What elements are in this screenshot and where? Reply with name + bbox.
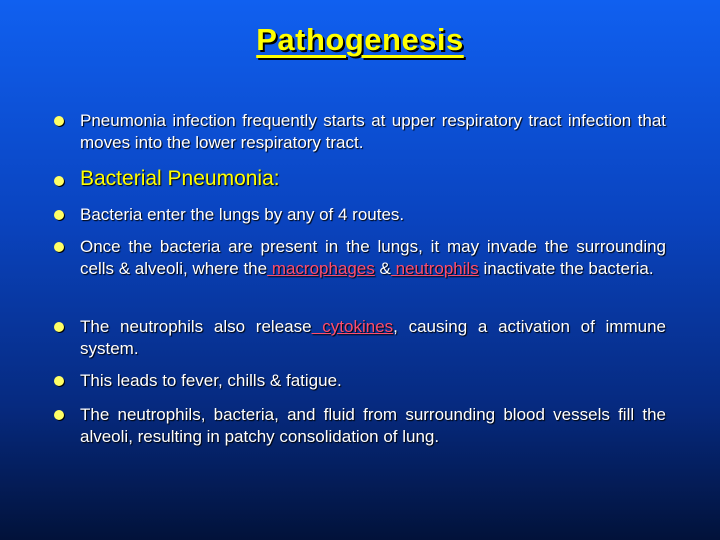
bullet-text-part: inactivate the bacteria. xyxy=(478,259,654,278)
bullet-icon xyxy=(54,242,64,252)
slide-title: Pathogenesis xyxy=(256,22,464,57)
bullet-text-part: Once the bacteria are present in the lungs, it may invade the surrounding cells & alveoli, where the xyxy=(80,237,666,278)
bullet-icon xyxy=(54,176,64,186)
bullet-icon xyxy=(54,116,64,126)
bullet-text: Pneumonia infection frequently starts at upper respiratory tract infection that moves into the lower respiratory tract. xyxy=(80,111,666,152)
bullet-text: This leads to fever, chills & fatigue. xyxy=(80,371,342,390)
bullet-text xyxy=(80,316,666,360)
bullet-heading: Bacterial Pneumonia: xyxy=(80,167,280,190)
neutrophils-link[interactable]: neutrophils xyxy=(390,259,479,278)
bullet-text: Bacteria enter the lungs by any of 4 routes. xyxy=(80,205,405,224)
bullet-icon xyxy=(54,210,64,220)
bullet-text-part: , causing a activation of immune system. xyxy=(80,317,666,358)
bullet-text: The neutrophils, bacteria, and fluid from surrounding blood vessels fill the alveoli, resulting in patchy consolidation of lung. xyxy=(80,405,666,446)
bullet-icon xyxy=(54,322,64,332)
bullet-icon xyxy=(54,376,64,386)
bullet-text-part: The neutrophils also release xyxy=(80,317,312,336)
bullet-text xyxy=(80,236,666,280)
bullet-text-part: & xyxy=(374,259,391,278)
bullet-icon xyxy=(54,410,64,420)
macrophages-link[interactable]: macrophages xyxy=(267,259,375,278)
cytokines-link[interactable]: cytokines xyxy=(311,317,394,336)
